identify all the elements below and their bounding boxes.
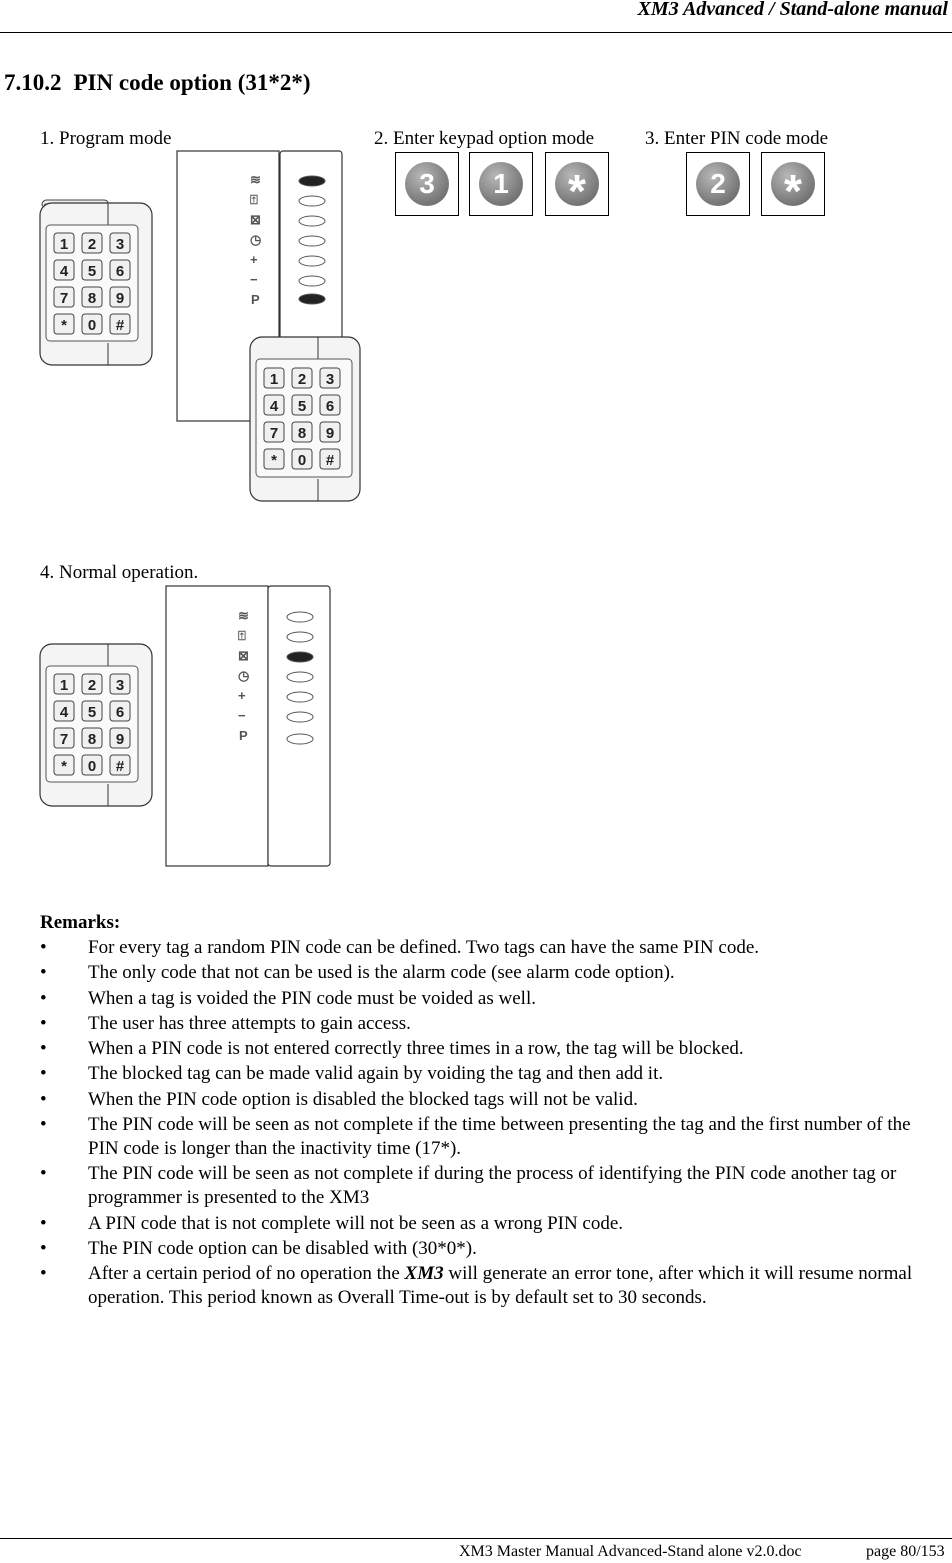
keypad-key-label: 9 xyxy=(325,425,335,442)
step-1-label: 1. Program mode xyxy=(40,128,172,149)
step-2-label: 2. Enter keypad option mode xyxy=(374,128,595,149)
remark-text: The user has three attempts to gain access. xyxy=(88,1012,411,1034)
keypad-key-label: 0 xyxy=(297,452,307,469)
remark-text: The only code that not can be used is the alarm code (see alarm code option). xyxy=(88,962,675,984)
keypad-key-label: 7 xyxy=(269,425,279,442)
remark-item xyxy=(40,1088,940,1112)
keypad-key-label: 0 xyxy=(87,758,97,775)
footer-doc-name: XM3 Master Manual Advanced-Stand alone v2.0.doc xyxy=(459,1543,802,1560)
page-header-title: XM3 Advanced / Stand-alone manual xyxy=(637,0,948,20)
svg-text:⍐: ⍐ xyxy=(238,628,246,643)
svg-text:◷: ◷ xyxy=(238,668,250,683)
keypad-key-label: 4 xyxy=(59,704,69,721)
svg-text:−: − xyxy=(238,708,246,723)
keypad-key-label: 8 xyxy=(87,731,97,748)
keypad-key-label: 7 xyxy=(59,290,69,307)
keypad-key-label: 1 xyxy=(269,371,279,388)
header-rule xyxy=(0,32,952,33)
svg-text:⊠: ⊠ xyxy=(250,212,261,227)
remark-item xyxy=(40,1113,940,1161)
remark-text: The blocked tag can be made valid again by voiding the tag and then add it. xyxy=(88,1063,664,1085)
bullet: • xyxy=(40,1063,47,1085)
section-heading xyxy=(4,70,311,96)
bullet: • xyxy=(40,1163,47,1185)
step-4-label: 4. Normal operation. xyxy=(40,562,199,583)
remark-text: A PIN code that is not complete will not be seen as a wrong PIN code. xyxy=(88,1212,624,1234)
keypad-unit xyxy=(40,644,152,806)
remark-text-pre: After a certain period of no operation the xyxy=(88,1263,405,1285)
bullet: • xyxy=(40,1263,47,1285)
remarks-title: Remarks: xyxy=(40,912,121,933)
remark-item xyxy=(40,987,940,1011)
bullet: • xyxy=(40,937,47,958)
keypad-key-label: 6 xyxy=(115,704,125,721)
remark-text: When a tag is voided the PIN code must be voided as well. xyxy=(88,987,536,1009)
bullet: • xyxy=(40,987,47,1009)
svg-text:⍐: ⍐ xyxy=(250,192,258,207)
keypad-key-label: # xyxy=(115,758,125,775)
keypad-key-label: 8 xyxy=(297,425,307,442)
svg-text:+: + xyxy=(250,252,258,267)
bullet: • xyxy=(40,1114,47,1136)
svg-text:P: P xyxy=(251,292,260,307)
key-press-2 xyxy=(686,152,750,216)
step-3-label: 3. Enter PIN code mode xyxy=(645,128,829,149)
remark-text-post: will generate an error tone, after which it will resume normal operation. This period known as Overall Time-out is by default set to 30 seconds. xyxy=(88,1263,913,1309)
key-glyph: * xyxy=(784,165,802,217)
key-press-1 xyxy=(469,152,533,216)
remark-item xyxy=(40,1212,940,1236)
keypad-key-label: # xyxy=(325,452,335,469)
keypad-key-label: 6 xyxy=(325,398,335,415)
keypad-key-label: 0 xyxy=(87,317,97,334)
keypad-key-label: 4 xyxy=(269,398,279,415)
keypad-key-label: 2 xyxy=(297,371,307,388)
key-press-star xyxy=(545,152,609,216)
svg-text:⊠: ⊠ xyxy=(238,648,249,663)
keypad-key-label: 9 xyxy=(115,290,125,307)
bullet: • xyxy=(40,1038,47,1060)
keypad-key-label: * xyxy=(271,452,277,469)
svg-text:≋: ≋ xyxy=(250,172,261,187)
product-name: XM3 xyxy=(404,1263,444,1285)
remark-item xyxy=(40,1037,940,1061)
footer-rule xyxy=(0,1538,952,1539)
remark-item xyxy=(40,936,940,960)
bullet: • xyxy=(40,1212,47,1234)
remark-text: When the PIN code option is disabled the blocked tags will not be valid. xyxy=(88,1088,638,1110)
keypad-key-label: 1 xyxy=(59,677,69,694)
svg-text:−: − xyxy=(250,272,258,287)
section-number: 7.10.2 xyxy=(4,70,62,95)
remark-text: The PIN code will be seen as not complete if the time between presenting the tag and the first number of the PIN code is longer than the inactivity time (17*). xyxy=(88,1114,911,1160)
key-glyph: 3 xyxy=(419,168,435,199)
svg-text:◷: ◷ xyxy=(250,232,262,247)
remark-text: When a PIN code is not entered correctly three times in a row, the tag will be blocked. xyxy=(88,1038,744,1060)
bullet: • xyxy=(40,1012,47,1034)
remark-item xyxy=(40,1162,940,1210)
remark-text: The PIN code option can be disabled with (30*0*). xyxy=(88,1237,477,1259)
keypad-key-label: 5 xyxy=(87,263,97,280)
svg-text:≋: ≋ xyxy=(238,608,249,623)
remark-text: The PIN code will be seen as not complete if during the process of identifying the PIN code another tag or programmer is presented to the XM3 xyxy=(88,1163,897,1209)
normal-operation-illustration xyxy=(36,580,336,870)
keypad-key-label: 6 xyxy=(115,263,125,280)
keypad-key-label: 3 xyxy=(115,677,125,694)
program-mode-illustration xyxy=(36,145,366,507)
remark-item xyxy=(40,1262,940,1310)
remark-item xyxy=(40,961,940,985)
keypad-key-label: 4 xyxy=(59,263,69,280)
keypad-key-label: # xyxy=(115,317,125,334)
key-glyph: 1 xyxy=(493,168,509,199)
keypad-key-label: * xyxy=(61,758,67,775)
bullet: • xyxy=(40,1088,47,1110)
remark-item xyxy=(40,1012,940,1036)
key-press-star xyxy=(761,152,825,216)
remark-item xyxy=(40,1062,940,1086)
keypad-key-label: 8 xyxy=(87,290,97,307)
keypad-key-label: 9 xyxy=(115,731,125,748)
footer-page-number: page 80/153 xyxy=(866,1543,945,1560)
keypad-key-label: * xyxy=(61,317,67,334)
key-press-3 xyxy=(395,152,459,216)
section-title: PIN code option (31*2*) xyxy=(73,70,311,95)
bullet: • xyxy=(40,1237,47,1259)
keypad-key-label: 5 xyxy=(297,398,307,415)
keypad-key-label: 2 xyxy=(87,236,97,253)
remark-text: For every tag a random PIN code can be defined. Two tags can have the same PIN code. xyxy=(88,937,760,958)
bullet: • xyxy=(40,962,47,984)
keypad-key-label: 3 xyxy=(325,371,335,388)
keypad-key-label: 1 xyxy=(59,236,69,253)
svg-text:+: + xyxy=(238,688,246,703)
keypad-key-label: 5 xyxy=(87,704,97,721)
remarks-list xyxy=(40,936,940,1312)
reader-unit xyxy=(166,586,330,866)
keypad-key-label: 7 xyxy=(59,731,69,748)
svg-text:P: P xyxy=(239,728,248,743)
keypad-unit xyxy=(40,200,152,365)
keypad-unit-front xyxy=(250,337,360,501)
keypad-key-label: 2 xyxy=(87,677,97,694)
key-glyph: * xyxy=(568,165,586,217)
remark-item xyxy=(40,1237,940,1261)
key-glyph: 2 xyxy=(710,168,726,199)
keypad-key-label: 3 xyxy=(115,236,125,253)
